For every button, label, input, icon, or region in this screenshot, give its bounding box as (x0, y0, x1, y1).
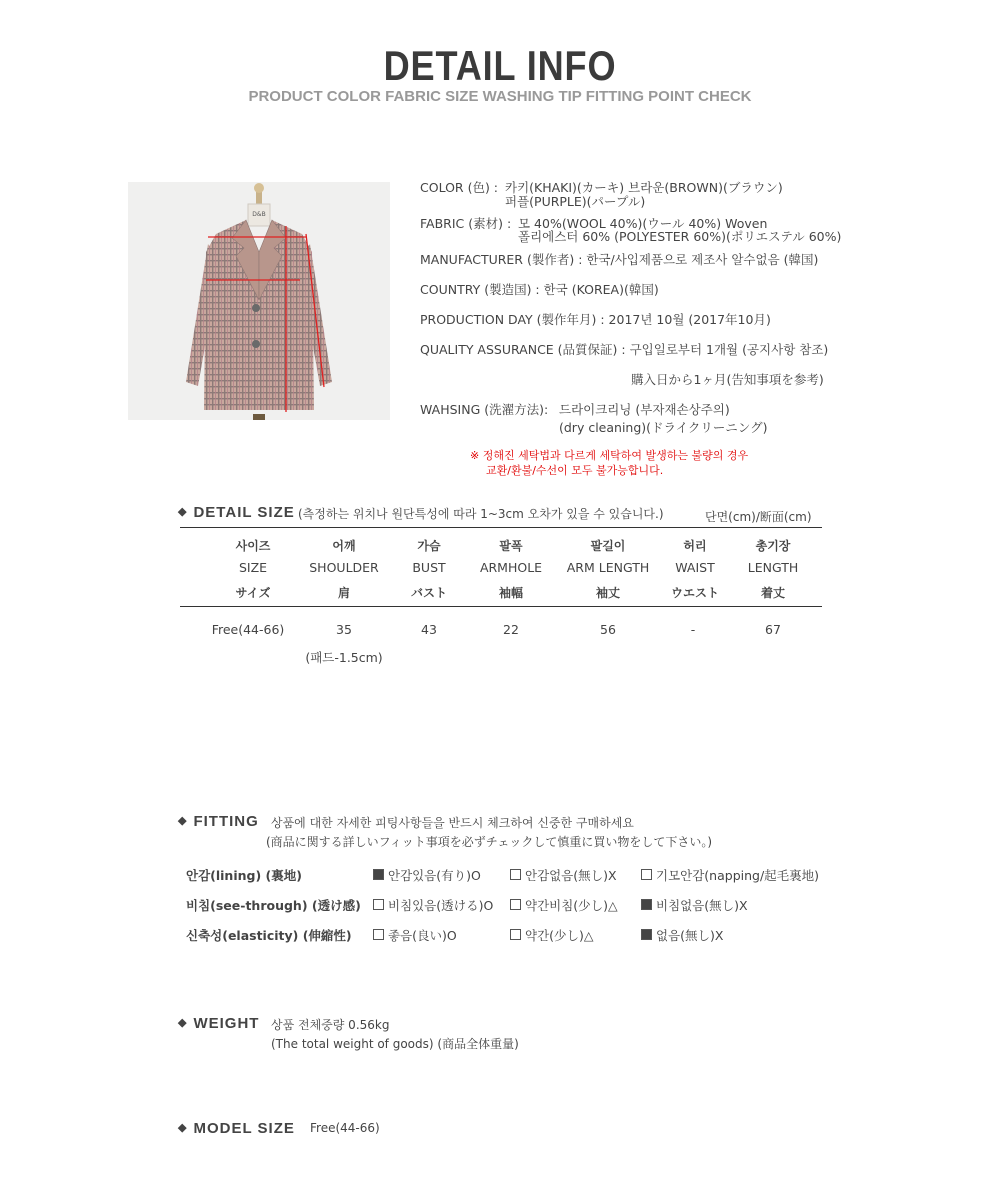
washing-value-line1: 드라이크리닝 (부자재손상주의) (559, 402, 730, 417)
production-line: PRODUCTION DAY (製作年月) : 2017년 10월 (2017年10月) (420, 312, 771, 327)
fabric-label: FABRIC (素材) : (420, 216, 512, 231)
checkbox-empty-icon (373, 899, 384, 910)
color-value-line1: 카키(KHAKI)(カーキ) 브라운(BROWN)(ブラウン) (505, 180, 783, 195)
model-size-value: Free(44-66) (310, 1121, 380, 1135)
cell-armhole: 22 (503, 622, 519, 637)
fitting-note-ko: 상품에 대한 자세한 피팅사항들을 반드시 체크하여 신중한 구매하세요 (271, 816, 634, 830)
col-armlength-jp: 袖丈 (595, 586, 620, 600)
col-armlength-ko: 팔길이 (590, 539, 626, 553)
fitting-label-elasticity: 신축성(elasticity) (伸縮性) (186, 928, 352, 943)
diamond-icon: ◆ (178, 506, 188, 518)
col-bust-ko: 가슴 (417, 539, 441, 553)
checkbox-filled-icon (373, 869, 384, 880)
col-length-ko: 총기장 (755, 539, 791, 553)
fitting-label-lining: 안감(lining) (裏地) (186, 868, 302, 883)
checkbox-empty-icon (510, 899, 521, 910)
detail-size-note: (측정하는 위치나 원단특성에 따라 1~3cm 오차가 있을 수 있습니다.) (298, 507, 664, 521)
cell-size: Free(44-66) (211, 622, 285, 637)
diamond-icon: ◆ (178, 815, 188, 827)
weight-value: 상품 전체중량 0.56kg (271, 1018, 390, 1032)
country-line: COUNTRY (製造国) : 한국 (KOREA)(韓国) (420, 282, 659, 297)
col-armhole-en: ARMHOLE (479, 560, 543, 575)
checkbox-empty-icon (510, 929, 521, 940)
manufacturer-line: MANUFACTURER (製作者) : 한국/사입제품으로 제조사 알수없음 (韓国) (420, 252, 819, 267)
cell-bust: 43 (421, 622, 437, 637)
washing-notice-line1: ※ 정해진 세탁법과 다르게 세탁하여 발생하는 불량의 경우 (470, 449, 749, 462)
col-size-en: SIZE (238, 560, 268, 575)
col-size-ko: 사이즈 (235, 539, 271, 553)
photo-tag: D&B (252, 211, 266, 218)
checkbox-empty-icon (510, 869, 521, 880)
diamond-icon: ◆ (178, 1122, 188, 1134)
cell-shoulder: 35 (336, 622, 352, 637)
col-shoulder-ko: 어깨 (332, 539, 356, 553)
col-bust-jp: バスト (410, 586, 447, 600)
col-armhole-ko: 팔폭 (499, 539, 523, 553)
cell-armlength: 56 (600, 622, 616, 637)
page-title: DETAIL INFO (383, 42, 617, 89)
fitting-note-jp: (商品に関する詳しいフィット事項を必ずチェックして慎重に買い物をして下さい。) (266, 835, 713, 849)
col-length-en: LENGTH (747, 560, 799, 575)
weight-heading: ◆ WEIGHT (178, 1015, 260, 1032)
lining-option-napping: 기모안감(napping/起毛裏地) (641, 866, 819, 884)
washing-notice-line2: 교환/환불/수선이 모두 불가능합니다. (486, 464, 664, 477)
product-photo (128, 182, 390, 420)
col-length-jp: 着丈 (760, 586, 785, 600)
checkbox-filled-icon (641, 929, 652, 940)
jacket-illustration (128, 182, 390, 420)
seethrough-option-slight: 약간비침(少し)△ (510, 896, 618, 914)
detail-size-unit: 단면(cm)/断面(cm) (705, 510, 812, 524)
table-top-rule (180, 527, 822, 528)
col-waist-ko: 허리 (683, 539, 707, 553)
col-waist-en: WAIST (675, 560, 715, 575)
checkbox-empty-icon (373, 929, 384, 940)
washing-value-line2: (dry cleaning)(ドライクリーニング) (559, 420, 768, 435)
col-waist-jp: ウエスト (670, 586, 719, 600)
elasticity-option-slight: 약간(少し)△ (510, 926, 594, 944)
col-armlength-en: ARM LENGTH (566, 560, 650, 575)
seethrough-option-yes: 비침있음(透ける)O (373, 896, 493, 914)
washing-label: WAHSING (洗濯方法): (420, 402, 549, 417)
cell-waist: - (690, 622, 696, 637)
detail-size-heading: ◆ DETAIL SIZE (178, 504, 295, 521)
quality-line-jp: 購入日から1ヶ月(告知事項を参考) (631, 372, 824, 387)
page-subtitle: PRODUCT COLOR FABRIC SIZE WASHING TIP FITTING POINT CHECK (248, 88, 752, 105)
col-shoulder-jp: 肩 (337, 586, 350, 600)
color-label: COLOR (色) : (420, 180, 499, 195)
col-armhole-jp: 袖幅 (498, 586, 523, 600)
fitting-heading: ◆ FITTING (178, 813, 259, 830)
seethrough-option-no: 비침없음(無し)X (641, 896, 748, 914)
cell-length: 67 (765, 622, 781, 637)
lining-option-no: 안감없음(無し)X (510, 866, 617, 884)
checkbox-empty-icon (641, 869, 652, 880)
col-shoulder-en: SHOULDER (309, 560, 379, 575)
checkbox-filled-icon (641, 899, 652, 910)
color-value-line2: 퍼플(PURPLE)(パープル) (505, 194, 646, 209)
fabric-value-line1: 모 40%(WOOL 40%)(ウール 40%) Woven (518, 216, 768, 231)
shoulder-pad-note: (패드-1.5cm) (305, 650, 383, 665)
fitting-label-seethrough: 비침(see-through) (透け感) (186, 898, 361, 913)
quality-line: QUALITY ASSURANCE (品質保証) : 구입일로부터 1개월 (공지사항 참조) (420, 342, 829, 357)
col-size-jp: サイズ (235, 586, 271, 600)
diamond-icon: ◆ (178, 1017, 188, 1029)
model-size-heading: ◆ MODEL SIZE (178, 1120, 295, 1137)
lining-option-yes: 안감있음(有り)O (373, 866, 481, 884)
weight-note: (The total weight of goods) (商品全体重量) (271, 1037, 519, 1051)
elasticity-option-none: 없음(無し)X (641, 926, 723, 944)
table-header-rule (180, 606, 822, 607)
fabric-value-line2: 폴리에스터 60% (POLYESTER 60%)(ポリエステル 60%) (518, 229, 842, 244)
col-bust-en: BUST (412, 560, 446, 575)
elasticity-option-good: 좋음(良い)O (373, 926, 457, 944)
